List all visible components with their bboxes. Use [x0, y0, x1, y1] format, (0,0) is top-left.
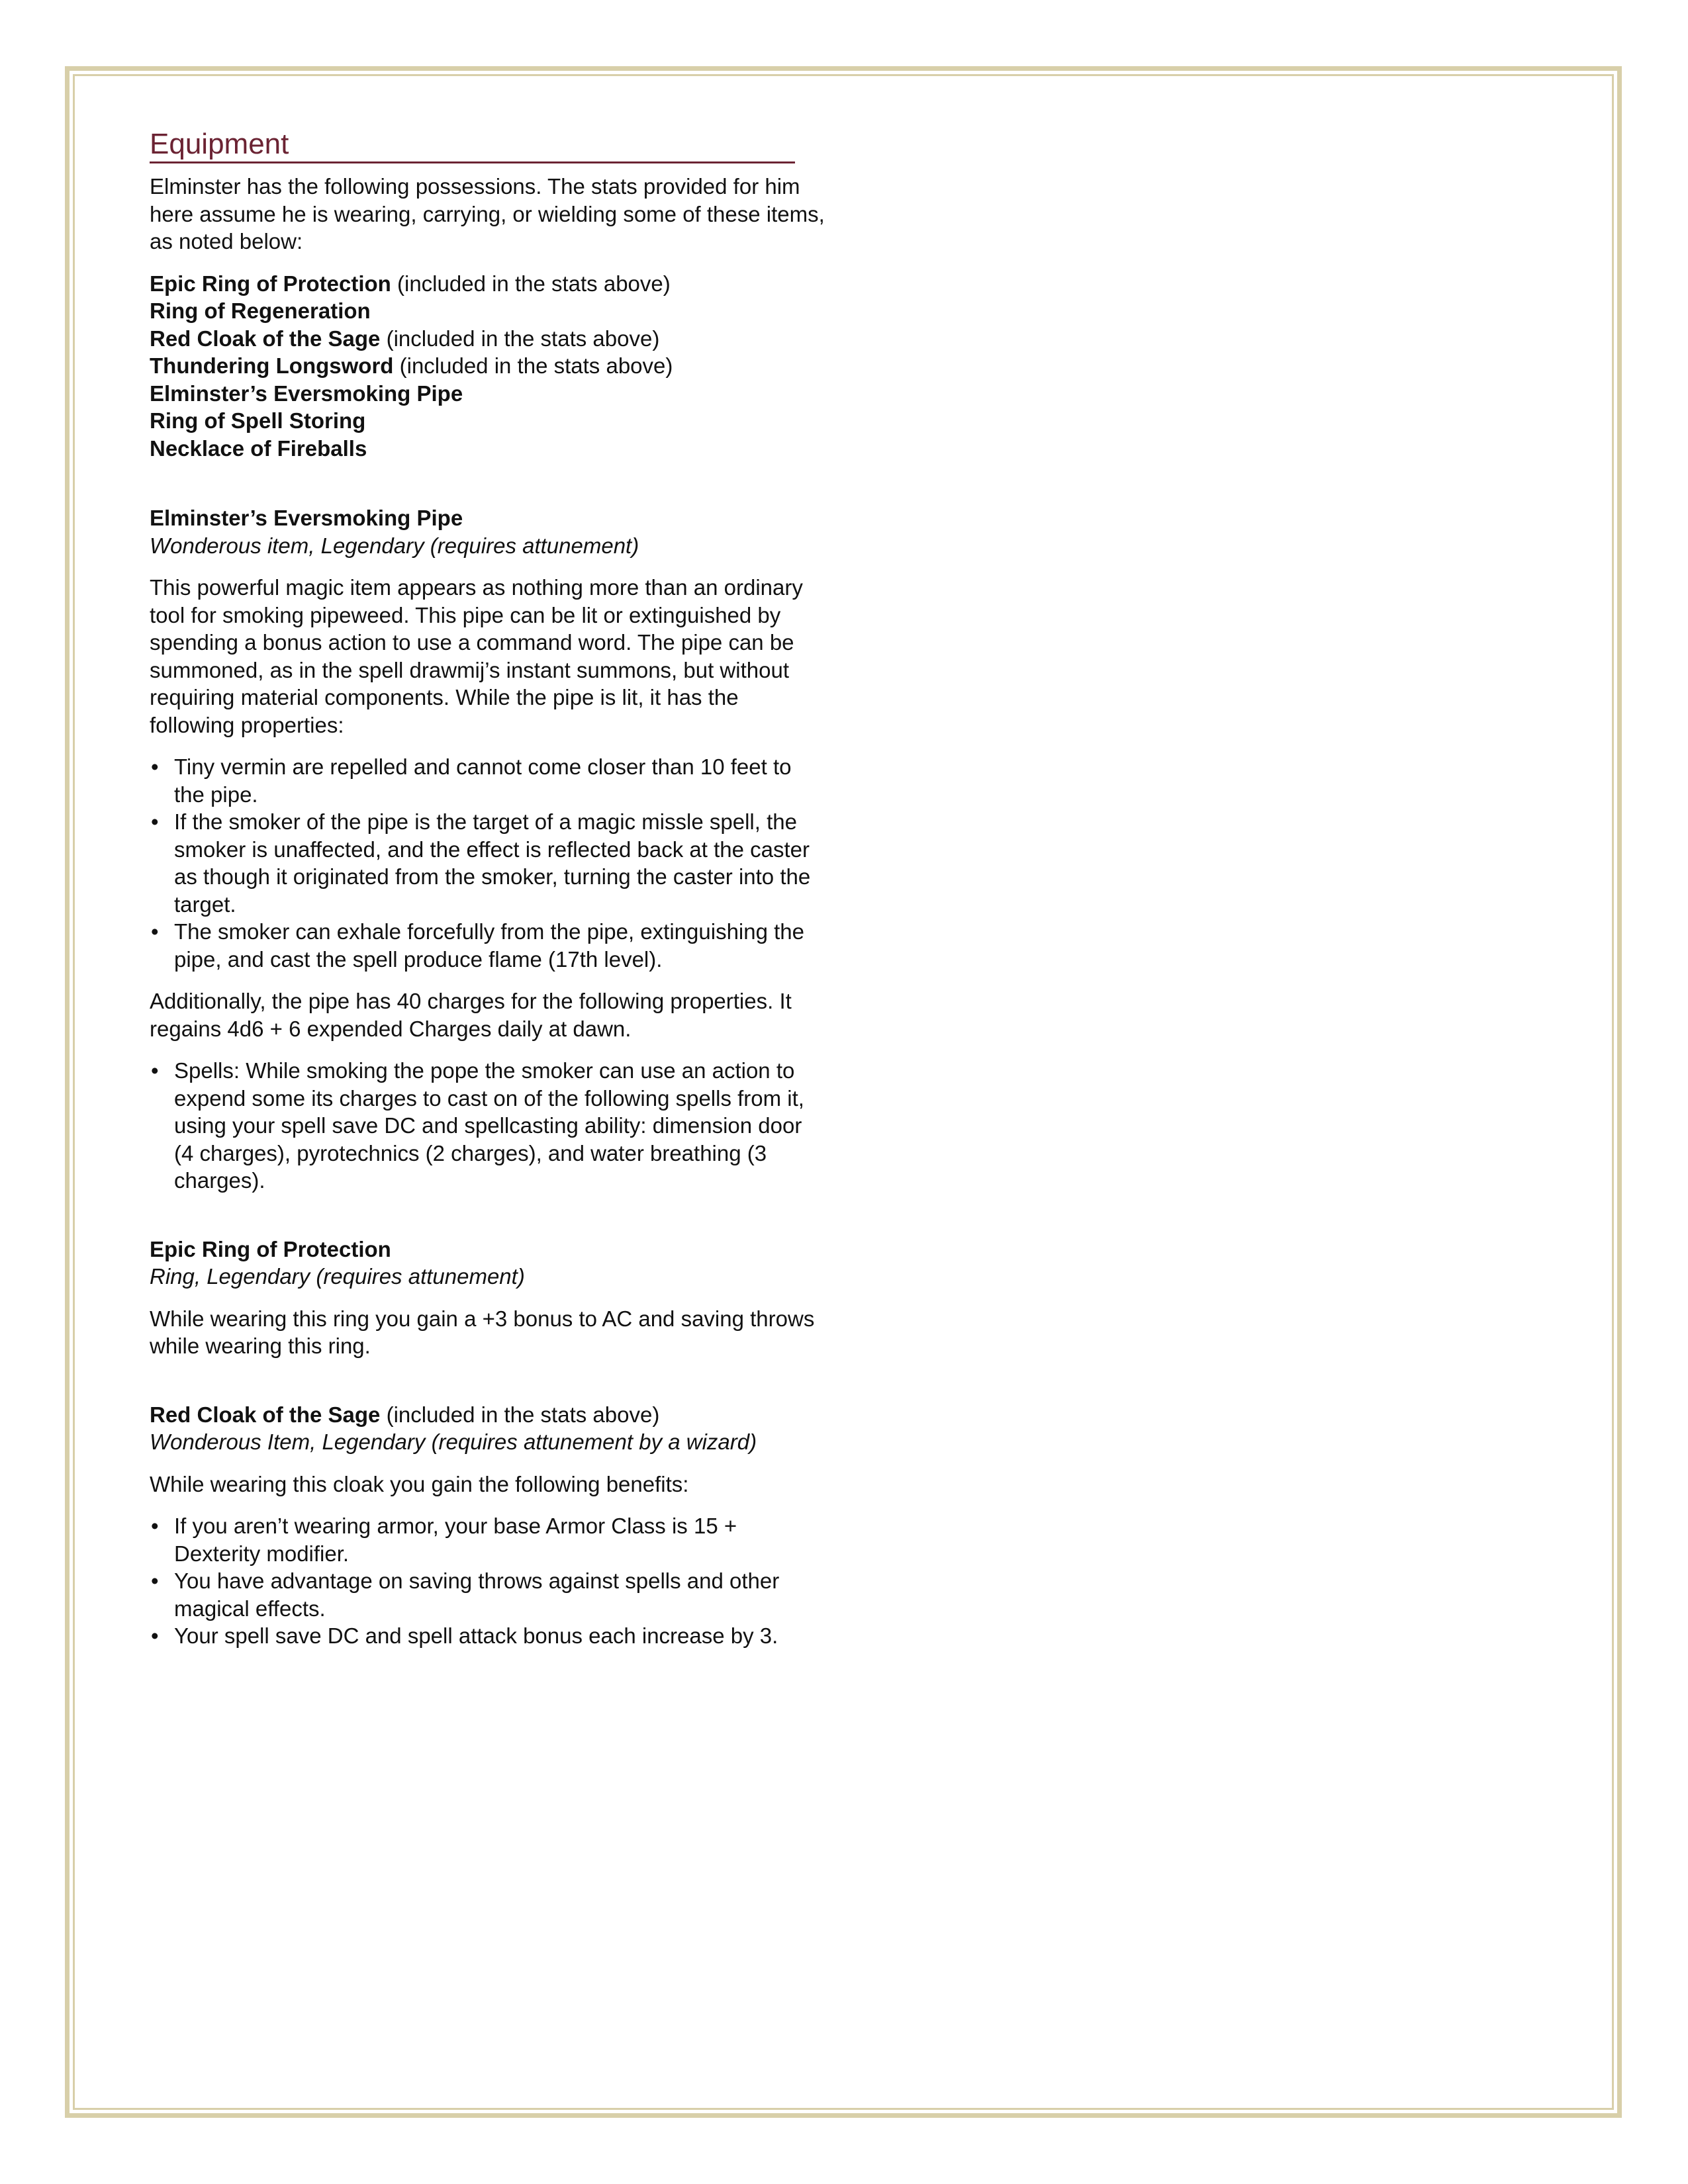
pipe-properties: [150, 753, 825, 973]
list-item: • You have advantage on saving throws against spells and other magical effects.: [151, 1569, 780, 1621]
bullet-icon: •: [151, 809, 159, 834]
pipe-charge-properties: [150, 1057, 825, 1195]
bullet-icon: •: [151, 754, 159, 779]
ring-type: Ring, Legendary (requires attunement): [150, 1264, 525, 1289]
list-item: [150, 352, 825, 380]
cloak-title: Red Cloak of the Sage: [150, 1402, 381, 1427]
pipe-charges: Additionally, the pipe has 40 charges for the following properties. It regains 4d6 + 6 expended Charges daily at dawn.: [150, 989, 792, 1041]
item-name: Red Cloak of the Sage: [150, 326, 381, 351]
ring-title: Epic Ring of Protection: [150, 1236, 391, 1261]
pipe-section: [150, 504, 825, 1195]
cloak-section: [150, 1401, 825, 1650]
list-item: [150, 325, 825, 353]
section-title: Equipment: [150, 127, 795, 163]
document-body: [150, 127, 825, 1664]
item-name: Necklace of Fireballs: [150, 435, 367, 461]
item-name: Epic Ring of Protection: [150, 271, 391, 296]
pipe-description: This powerful magic item appears as nothing more than an ordinary tool for smoking pipeweed. This pipe can be lit or extinguished by spending a bonus action to use a command word. The pipe can be summoned, as in the spell drawmij’s instant summons, but without requiring material components. While the pipe is lit, it has the following properties:: [150, 575, 803, 737]
bullet-icon: •: [151, 1569, 159, 1593]
list-item: [150, 270, 825, 298]
item-name: Thundering Longsword: [150, 353, 394, 378]
list-item: • Your spell save DC and spell attack bonus each increase by 3.: [150, 1622, 825, 1650]
list-item: • If the smoker of the pipe is the target of a magic missle spell, the smoker is unaffected, and the effect is reflected back at the caster as though it originated from the smoker, turning the caster into the target.: [151, 809, 811, 917]
bullet-icon: •: [151, 1514, 159, 1538]
item-name: Elminster’s Eversmoking Pipe: [150, 381, 463, 406]
list-item: • Spells: While smoking the pope the smoker can use an action to expend some its charges to cast on of the following spells from it, using your spell save DC and spellcasting ability: dimension door (4 charges), pyrotechnics (2 charges), and water breathing (3 charges).: [151, 1058, 804, 1193]
list-item: [150, 380, 825, 408]
intro-paragraph: Elminster has the following possessions. The stats provided for him here assume he is wearing, carrying, or wielding some of these items, as noted below:: [150, 174, 825, 253]
cloak-type: Wonderous Item, Legendary (requires attunement by a wizard): [150, 1430, 757, 1454]
item-note: (included in the stats above): [380, 326, 660, 351]
cloak-benefits: [150, 1512, 825, 1650]
list-item: [150, 435, 825, 463]
pipe-type: Wonderous item, Legendary (requires attunement): [150, 533, 639, 558]
pipe-title: Elminster’s Eversmoking Pipe: [150, 506, 463, 530]
ring-description: While wearing this ring you gain a +3 bonus to AC and saving throws while wearing this ring.: [150, 1306, 815, 1358]
item-note: (included in the stats above): [393, 353, 673, 378]
bullet-icon: •: [151, 919, 159, 944]
bullet-icon: •: [151, 1623, 159, 1648]
bullet-icon: •: [151, 1058, 159, 1083]
item-name: Ring of Regeneration: [150, 298, 371, 323]
cloak-description: While wearing this cloak you gain the following benefits:: [150, 1471, 689, 1496]
ring-section: [150, 1236, 825, 1360]
item-name: Ring of Spell Storing: [150, 408, 366, 433]
list-item: [150, 407, 825, 435]
list-item: • The smoker can exhale forcefully from the pipe, extinguishing the pipe, and cast the spell produce flame (17th level).: [151, 919, 805, 972]
list-item: • If you aren’t wearing armor, your base Armor Class is 15 + Dexterity modifier.: [151, 1514, 737, 1566]
list-item: [150, 297, 825, 325]
item-note: (included in the stats above): [391, 271, 671, 296]
list-item: • Tiny vermin are repelled and cannot come closer than 10 feet to the pipe.: [151, 754, 792, 807]
cloak-note: (included in the stats above): [380, 1402, 660, 1427]
possessions-list: [150, 270, 825, 463]
